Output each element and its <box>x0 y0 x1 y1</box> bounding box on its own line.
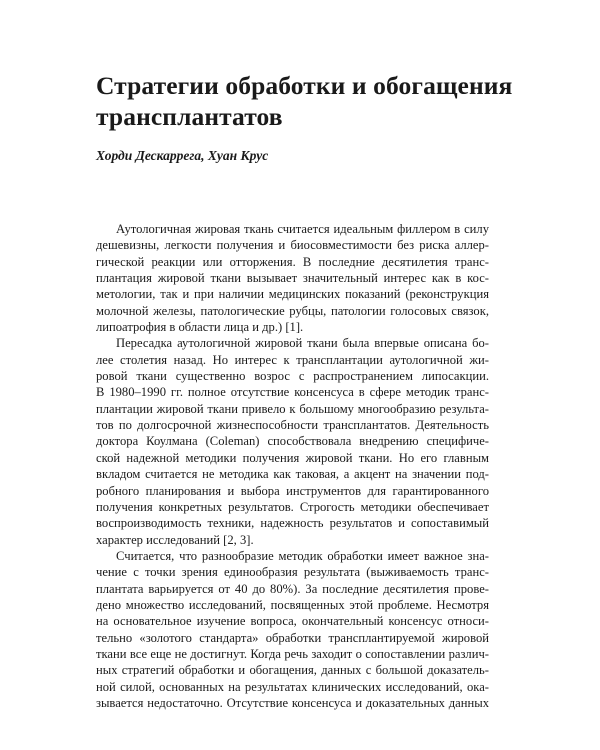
text-line: липоатрофия в области лица и др.) [1]. <box>96 320 304 335</box>
chapter-body <box>96 221 489 711</box>
text-line: плантация жировой ткани вызывает значительный интерес как в кос- <box>96 271 489 286</box>
text-line: дешевизны, легкости получения и биосовместимости без риска аллер- <box>96 238 489 253</box>
text-line: характер исследований [2, 3]. <box>96 532 254 547</box>
text-line: Считается, что разнообразие методик обработки имеет важное зна- <box>116 548 489 563</box>
chapter-title <box>96 70 516 132</box>
text-line: лее столетия назад. Но интерес к трансплантации аутологичной жи- <box>96 352 489 367</box>
text-line: В 1980–1990 гг. полное отсутствие консенсуса в сфере методик транс- <box>96 385 489 400</box>
chapter-title-line: трансплантатов <box>96 102 283 131</box>
text-line: ных стратегий обработки и обогащения, данных с большой доказатель- <box>96 663 489 678</box>
text-line: чение с точки зрения единообразия результата (выживаемость транс- <box>96 565 489 580</box>
text-line: дено множество исследований, посвященных этой проблеме. Несмотря <box>96 597 489 612</box>
text-line: ткани все еще не достигнут. Когда речь заходит о сопоставлении различ- <box>96 646 489 661</box>
text-line: гической реакции или отторжения. В последние десятилетия транс- <box>96 254 489 269</box>
text-line: воспроизводимость техники, надежность результатов и сопоставимый <box>96 516 489 531</box>
text-line: плантата варьируется от 40 до 80%). За последние десятилетия прове- <box>96 581 489 596</box>
text-line: робного планирования и выбора инструментов для гарантированного <box>96 483 489 498</box>
chapter-authors: Хорди Дескаррега, Хуан Крус <box>96 148 269 163</box>
text-line: получения конкретных результатов. Строгость методики обеспечивает <box>96 499 489 514</box>
text-line: на основательное изучение вопроса, окончательный консенсус относи- <box>96 614 489 629</box>
text-line: доктора Коулмана (Coleman) способствовала внедрению специфиче- <box>96 434 489 449</box>
text-line: плантации жировой ткани привело к большому многообразию результа- <box>96 401 489 416</box>
text-line: ной силой, основанных на результатах клинических исследований, ока- <box>96 679 489 694</box>
text-line: тов по долгосрочной жизнеспособности трансплантатов. Деятельность <box>96 418 489 433</box>
text-line: Пересадка аутологичной жировой ткани была впервые описана бо- <box>116 336 489 351</box>
text-line: ровой ткани существенно возрос с распространением липосакции. <box>96 369 489 384</box>
paragraph-2 <box>96 335 489 547</box>
text-line: зывается недостаточно. Отсутствие консенсуса и доказательных данных <box>96 695 489 710</box>
paragraph-3 <box>96 548 489 711</box>
text-line: тельно «золотого стандарта» обработки трансплантируемой жировой <box>96 630 489 645</box>
text-line: молочной железы, патологические рубцы, патологии голосовых связок, <box>96 303 489 318</box>
text-line: метологии, так и при наличии медицинских показаний (реконструкция <box>96 287 489 302</box>
text-line: вкладом считается не методика как таковая, а акцент на значении под- <box>96 467 489 482</box>
paragraph-1 <box>96 221 489 335</box>
chapter-title-line: Стратегии обработки и обогащения <box>96 71 513 100</box>
text-line: ской надежной методики получения жировой ткани. Но его главным <box>96 450 489 465</box>
text-line: Аутологичная жировая ткань считается идеальным филлером в силу <box>116 222 489 236</box>
